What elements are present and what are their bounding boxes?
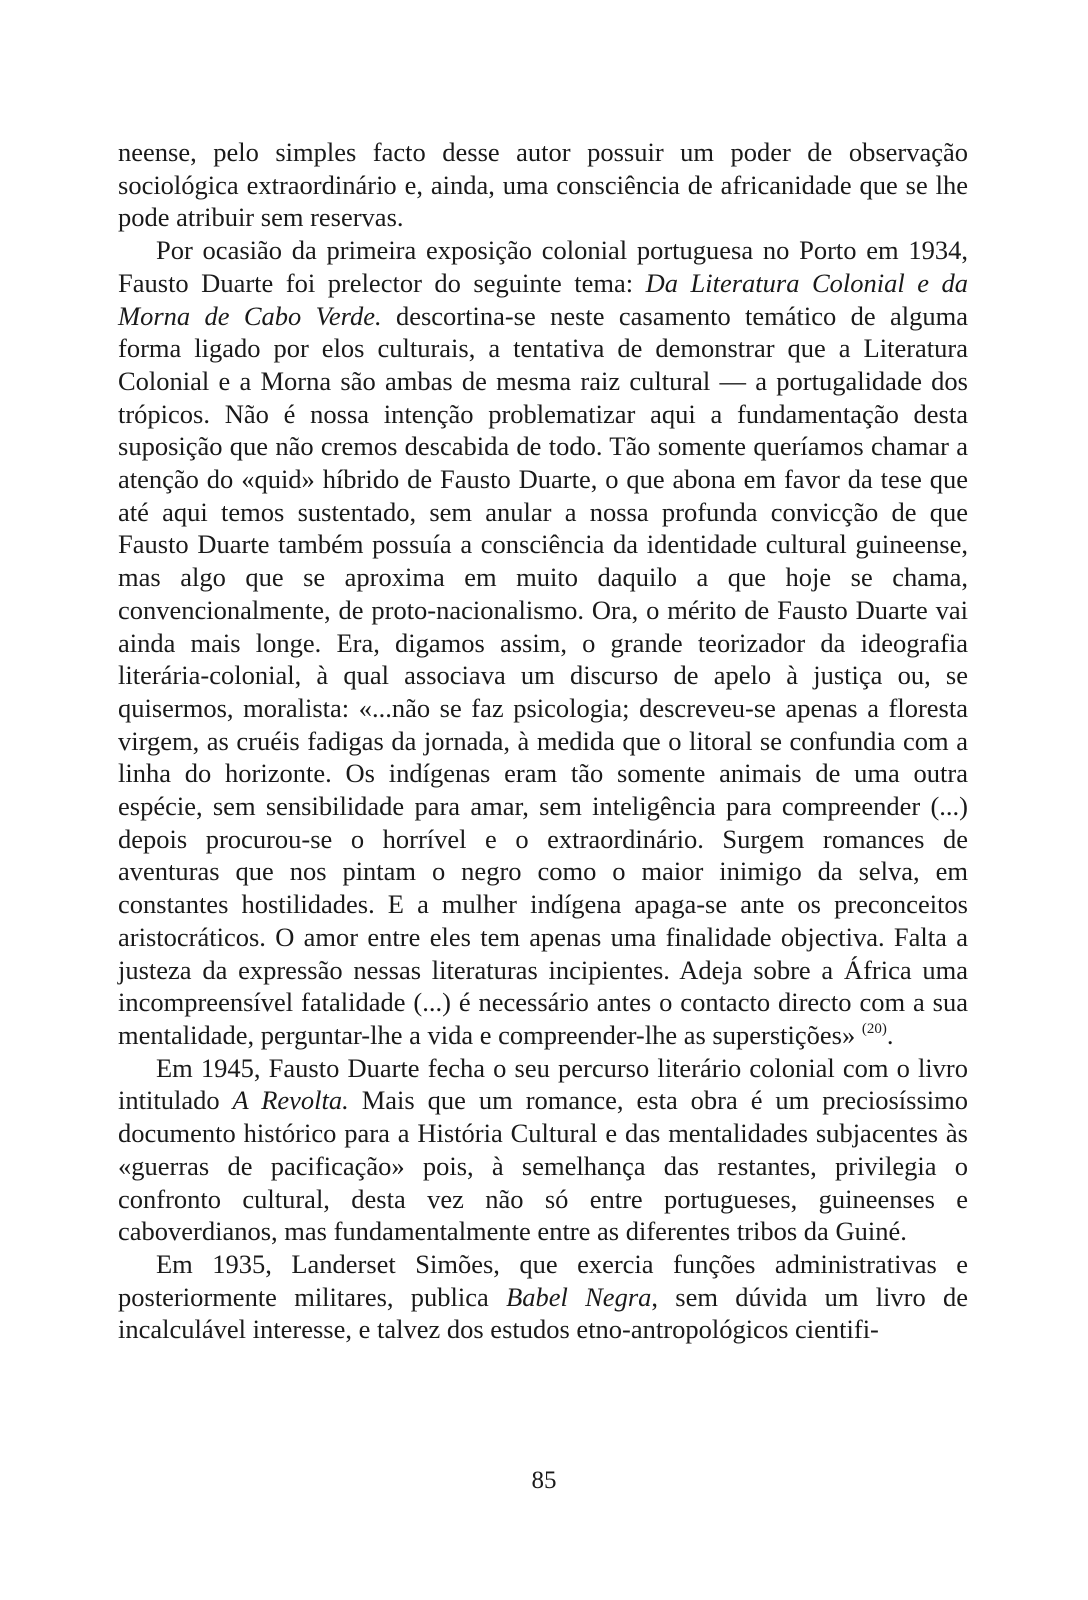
text-run: Mais que um romance, esta obra é um preciosíssimo documento histórico para a História Cultural e das mentalidades subjacentes às «guerras de pacificação» pois, à semelhança das restantes, privilegia o confronto cultural, desta vez não só entre portugueses, guineenses e caboverdianos, mas fundamentalmente entre as diferentes tribos da Guiné.: [118, 1085, 968, 1247]
book-title-italic: Babel Negra: [506, 1281, 652, 1312]
paragraph-babel-negra: [118, 1248, 968, 1346]
text-run: neense, pelo simples facto desse autor possuir um poder de observação sociológica extraordinário e, ainda, uma consciência de africanidade que se lhe pode atribuir sem reservas.: [118, 137, 968, 233]
text-run: Em 1935, Landerset Simões, que exercia funções administrativas e posteriormente militares, publica: [118, 1248, 968, 1312]
paragraph-continuation: [118, 136, 968, 234]
footnote-reference: (20): [861, 1020, 887, 1037]
book-title-italic: A Revolta.: [232, 1085, 349, 1116]
body-text: [118, 136, 968, 1346]
paragraph-fausto-duarte-1934: [118, 234, 968, 1052]
page-number: 85: [531, 1467, 557, 1494]
text-run: , sem dúvida um livro de incalculável interesse, e talvez dos estudos etno-antropológicos cientifi-: [118, 1281, 969, 1345]
text-run: Por ocasião da primeira exposição colonial portuguesa no Porto em 1934, Fausto Duarte foi prelector do seguinte tema:: [118, 235, 968, 298]
text-run: Em 1945, Fausto Duarte fecha o seu percurso literário colonial com o livro intitulado: [118, 1052, 968, 1116]
book-title-italic: Da Literatura Colonial e da Morna de Cabo Verde.: [118, 267, 968, 331]
paragraph-a-revolta: [118, 1052, 968, 1248]
text-run: descortina-se neste casamento temático de alguma forma ligado por elos culturais, a tentativa de demonstrar que a Literatura Colonial e a Morna são ambas de mesma raiz cultural — a portugalidade dos trópicos. Não é nossa intenção problematizar aqui a fundamentação desta suposição que não cremos descabida de todo. Tão somente queríamos chamar a atenção do «quid» híbrido de Fausto Duarte, o que abona em favor da tese que até aqui temos sustentado, sem anular a nossa profunda convicção de que Fausto Duarte também possuía a consciência da identidade cultural guineense, mas algo que se aproxima em muito daquilo a que hoje se chama, convencionalmente, de proto-nacionalismo. Ora, o mérito de Fausto Duarte vai ainda mais longe. Era, digamos assim, o grande teorizador da ideografia literária-colonial, à qual associava um discurso de apelo à justiça ou, se quisermos, moralista: «...não se faz psicologia; descreveu-se apenas a floresta virgem, as cruéis fadigas da jornada, à medida que o litoral se confundia com a linha do horizonte. Os indígenas eram tão somente animais de uma outra espécie, sem sensibilidade para amar, sem inteligência para compreender (...) depois procurou-se o horrível e o extraordinário. Surgem romances de aventuras que nos pintam o negro como o maior inimigo da selva, em constantes hostilidades. E a mulher indígena apaga-se ante os preconceitos aristocráticos. O amor entre eles tem apenas uma finalidade objectiva. Falta a justeza da expressão nessas literaturas incipientes. Adeja sobre a África uma incompreensível fatalidade (...) é necessário antes o contacto directo com a sua mentalidade, perguntar-lhe a vida e compreender-lhe as superstições»: [118, 300, 968, 1050]
text-run: .: [886, 1019, 894, 1050]
